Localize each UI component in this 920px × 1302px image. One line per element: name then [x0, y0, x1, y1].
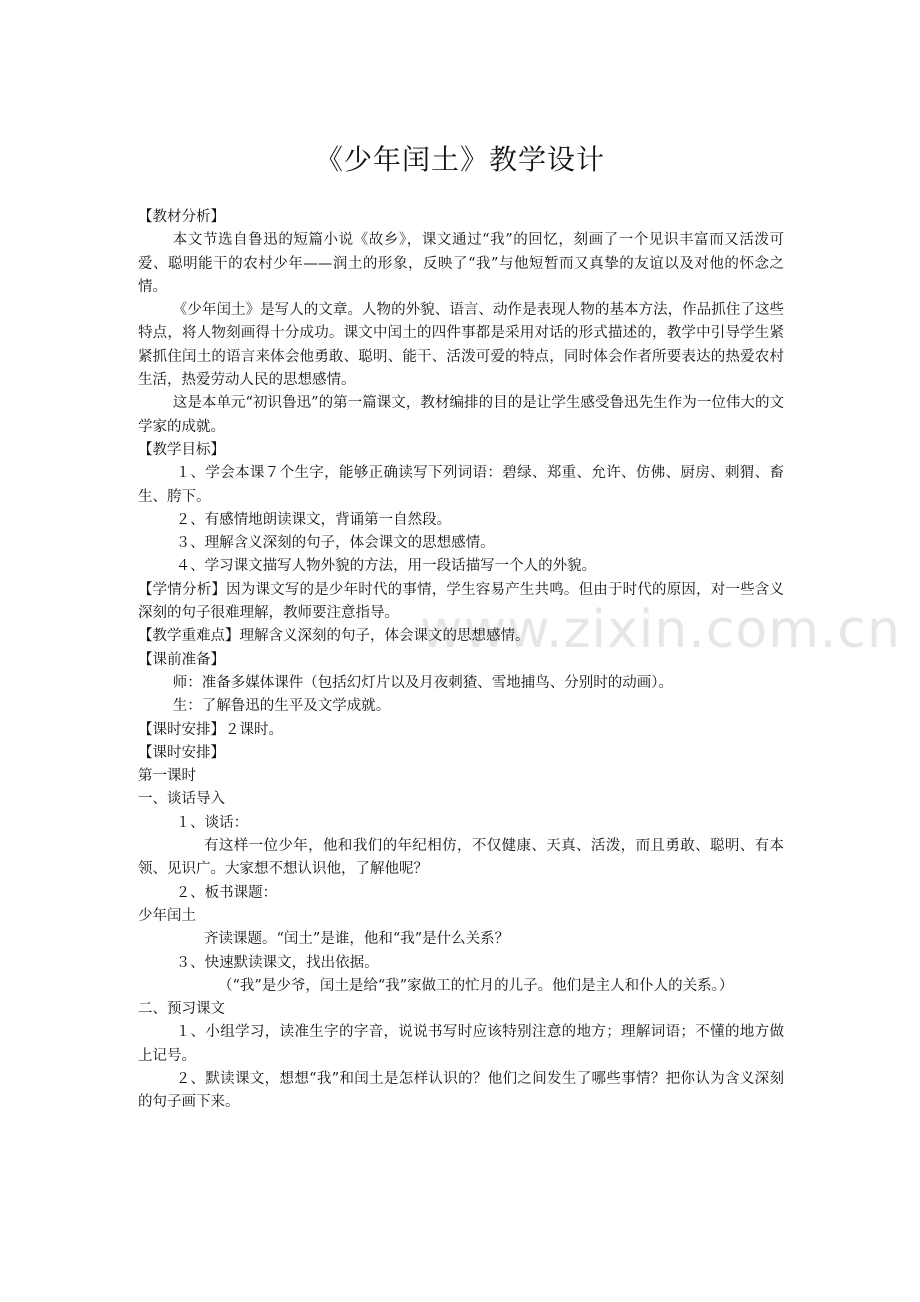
prep-teacher: 师：准备多媒体课件（包括幻灯片以及月夜刺猹、雪地捕鸟、分别时的动画）。: [172, 674, 674, 691]
part-one-step-1: １、谈话：: [175, 814, 249, 831]
students-analysis: 【学情分析】因为课文写的是少年时代的事情，学生容易产生共鸣。但由于时代的原因，对一些含义深刻的句子很难理解，教师要注意指导。: [138, 581, 784, 622]
part-one-step-2: ２、板书课题：: [175, 884, 278, 901]
part-one-step-3: ３、快速默读课文，找出依据。: [175, 954, 379, 971]
lesson-one-heading: 第一课时: [138, 768, 196, 785]
section-heading-prep: 【课前准备】: [138, 651, 225, 668]
part-two-step-2: ２、默读课文，想想“我”和闰土是怎样认识的？他们之间发生了哪些事情？把你认为含义深刻的句子画下来。: [138, 1070, 784, 1111]
key-points: 【教学重难点】理解含义深刻的句子，体会课文的思想感情。: [138, 628, 530, 645]
watermark: www.zixin.com.cn: [420, 600, 901, 660]
goal-item-2: ２、有感情地朗读课文，背诵第一自然段。: [175, 511, 452, 528]
goal-item-3: ３、理解含义深刻的句子，体会课文的思想感情。: [175, 535, 495, 552]
goal-item-4: ４、学习课文描写人物外貌的方法，用一段话描写一个人的外貌。: [175, 558, 597, 575]
part-two-step-1: １、小组学习，读准生字的字音，说说书写时应该特别注意的地方；理解词语；不懂的地方做上记号。: [138, 1024, 784, 1064]
section-heading-goals: 【教学目标】: [138, 441, 225, 458]
step-3-answer: （“我”是少爷，闰土是给“我”家做工的忙月的儿子。他们是主人和仆人的关系。）: [218, 977, 734, 994]
time-plan: 【课时安排】２课时。: [138, 721, 283, 738]
read-title: 齐读课题。“闰土”是谁，他和“我”是什么关系？: [204, 931, 510, 948]
part-one-step-1-text: 有这样一位少年，他和我们的年纪相仿，不仅健康、天真、活泼，而且勇敢、聪明、有本领、见识广。大家想不想认识他，了解他呢？: [138, 838, 784, 878]
section-heading-schedule: 【课时安排】: [138, 744, 225, 761]
section-heading-analysis: 【教材分析】: [138, 209, 225, 225]
prep-student: 生：了解鲁迅的生平及文学成就。: [172, 698, 391, 715]
page-title: 《少年闰土》教学设计: [314, 143, 605, 176]
part-two-heading: 二、预习课文: [138, 1001, 225, 1018]
part-one-heading: 一、谈话导入: [138, 791, 225, 808]
analysis-paragraph-2: 《少年闰土》是写人的文章。人物的外貌、语言、动作是表现人物的基本方法，作品抓住了这些特点，将人物刻画得十分成功。课文中闰土的四件事都是采用对话的形式描述的，教学中引导学生紧紧抓住闰土的语言来体会他勇敢、聪明、能干、活泼可爱的特点，同时体会作者所要表达的热爱农村生活，热爱劳动人民的思想感情。: [138, 302, 784, 389]
document-body: [138, 206, 784, 1115]
analysis-paragraph-3: 这是本单元“初识鲁迅”的第一篇课文，教材编排的目的是让学生感受鲁迅先生作为一位伟大的文学家的成就。: [138, 395, 784, 435]
board-title: 少年闰土: [138, 907, 196, 924]
goal-item-1: １、学会本课７个生字，能够正确读写下列词语：碧绿、郑重、允许、仿佛、厨房、刺猬、畜生、胯下。: [138, 465, 784, 505]
analysis-paragraph-1: 本文节选自鲁迅的短篇小说《故乡》，课文通过“我”的回忆，刻画了一个见识丰富而又活泼可爱、聪明能干的农村少年——润土的形象，反映了“我”与他短暂而又真挚的友谊以及对他的怀念之情。: [138, 232, 784, 295]
